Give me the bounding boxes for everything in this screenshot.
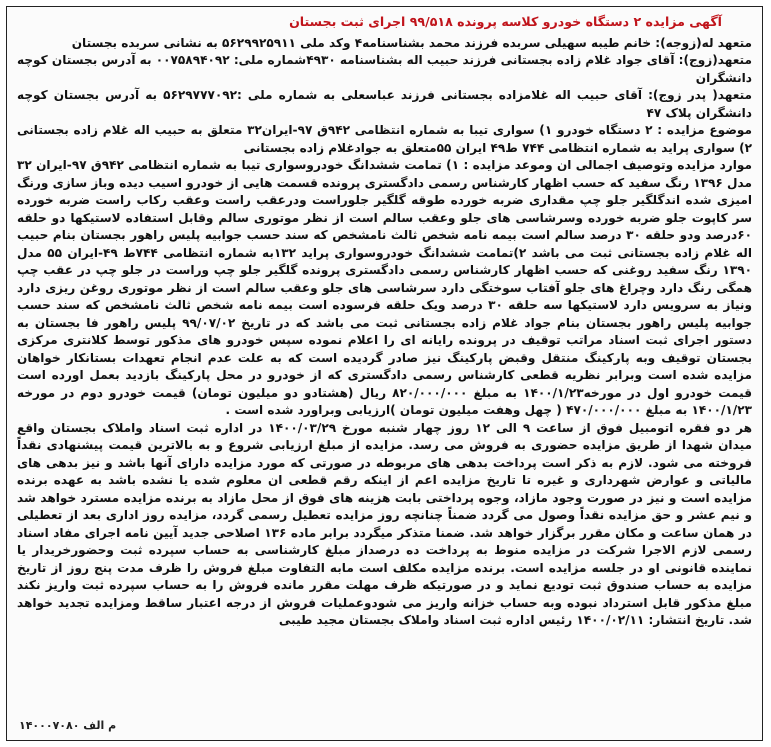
- paragraph-debtor: متعهد(زوج): آقای جواد غلام زاده بجستانی فرزند حبیب اله بشناسنامه ۴۹۳۰شماره ملی: ۰۰۷۵۸۹۴۰۹۲ به آدرس بجستان کوچه دانشگران: [17, 53, 752, 85]
- paragraph-description: موارد مزایده وتوصیف اجمالی ان وموعد مزایده : ۱) تمامت ششدانگ خودروسواری تیبا به شماره انتظامی ۹۴۲ق ۹۷-ایران ۳۲ مدل ۱۳۹۶ رنگ سفید که حسب اظهار کارشناس رسمی دادگستری پرونده قسمت هایی از خودرو اسیب دیده وباز سازی ورنگ امیزی شده اندگلگیر جلو چپ مقداری ضربه خورده طوقه گلگیر جلوراست ودرعقب راست وعقب رکاب راست ضربه خورده سر کاپوت جلو ضربه خورده وسرشاسی های جلو وعقب سالم است از نظر موتوری سالم وقابل استفاده لاستیکها دو حلقه ۶۰درصد ودو حلقه ۳۰ درصد سالم است بیمه نامه شخص ثالث نامشخص که سند حسب جوابیه پلیس راهور بجستان بنام حبیب اله غلام زاده بجستانی ثبت می باشد ۲)تمامت ششدانگ خودروسواری پراید ۱۳۲به شماره انتظامی ۷۴۴ط ۴۹-ایران ۵۵ مدل ۱۳۹۰ رنگ سفید روغنی که حسب اظهار کارشناس رسمی دادگستری پرونده گلگیر جلو چپ وراست در جلو چپ در عقب چپ همگی رنگ دارد وچراغ های جلو آفتاب سوختگی دارد سرشاسی های جلو وعقب سالم است از نظر موتوری روغن ریزی دارد ونیاز به سرویس دارد لاستیکها سه حلقه ۳۰ درصد ویک حلقه فرسوده است بیمه نامه شخص ثالث نامشخص که سند حسب جوابیه پلیس راهور بجستان بنام جواد غلام زاده بجستانی ثبت می باشد که در تاریخ ۹۹/۰۷/۰۲ پلیس راهور فا بجستان به دستور اجرای ثبت اسناد مراتب توقیف در پرونده رایانه ای را اعلام نموده سپس خودرو های مذکور توسط کلانتری مرکزی بجستان توقیف وبه پارکینگ منتقل وقبض پارکینگ نیز صادر گردیده است که به علت عدم انجام تعهدات بستانکار خواهان مزایده شده است وبرابر نظریه قطعی کارشناس رسمی دادگستری که از خودرو در محل پارکینگ بازدید بعمل اورده است قیمت خودرو اول در مورخه۱۴۰۰/۱/۲۳ به مبلغ ۸۲۰/۰۰۰/۰۰۰ ریال (هشتادو دو میلیون تومان) قیمت خودرو دوم در مورخه ۱۴۰۰/۱/۲۳ به مبلغ ۴۷۰/۰۰۰/۰۰۰ ( چهل وهفت میلیون تومان )ارزیابی وبراورد شده است .: [17, 158, 752, 417]
- paragraph-creditor: متعهد له(زوجه): خانم طیبه سهیلی سربده فرزند محمد بشناسنامه۴ وکد ملی ۵۶۲۹۹۲۵۹۱۱ به نشانی سربده بجستان: [71, 35, 752, 50]
- paragraph-debtor-father: متعهد( پدر زوج): آقای حبیب اله غلامزاده بجستانی فرزند عباسعلی به شماره ملی :۵۶۲۹۷۷۷۰۹۲ به آدرس بجستان کوچه دانشگران پلاک ۴۷: [17, 88, 752, 120]
- advertisement-body: [17, 13, 752, 734]
- advertisement-frame: [6, 6, 763, 741]
- page-title: آگهی مزایده ۲ دستگاه خودرو کلاسه پرونده ۹۹/۵۱۸ اجرای ثبت بجستان: [289, 14, 722, 29]
- paragraph-subject: موضوع مزایده : ۲ دستگاه خودرو ۱) سواری تیبا به شماره انتظامی ۹۴۲ق ۹۷-ایران۳۲ متعلق به حبیب اله غلام زاده بجستانی ۲) سواری پراید به شماره انتظامی ۷۴۴ ط۴۹ ایران ۵۵متعلق به جوادغلام زاده بجستانی: [17, 123, 752, 155]
- paragraph-terms: هر دو فقره اتومبیل فوق از ساعت ۹ الی ۱۲ روز چهار شنبه مورخ ۱۴۰۰/۰۳/۲۹ در اداره ثبت اسناد واملاک بجستان واقع میدان شهدا از طریق مزایده حضوری به فروش می رسد. مزایده از مبلغ ارزیابی شروع و به بالاترین قیمت پیشنهادی نقداً فروخته می شود. لازم به ذکر است پرداخت بدهی های مربوطه در صورتی که مورد مزایده دارای آنها باشد و نیز بدهی های مالیاتی و عوارض شهرداری و غیره تا تاریخ مزایده اعم از اینکه رقم قطعی ان معلوم شده یا نشده باشد به عهده برنده مزایده است و نیز در صورت وجود مازاد، وجوه پرداختی بابت هزینه های فوق از محل مازاد به برنده مزایده مسترد خواهد شد و نیم عشر و حق مزایده نقداً وصول می گردد ضمناً چنانچه روز مزایده تعطیل رسمی گردد، مزایده روز اداری بعد از تعطیلی در همان ساعت و مکان مقرر برگزار خواهد شد. ضمنا متذکر میگردد برابر ماده ۱۳۶ اصلاحی جدید آیین نامه اجرای مفاد اسناد رسمی لازم الاجرا شرکت در مزایده منوط به پرداخت ده درصداز مبلغ کارشناسی به حساب سپرده ثبت وحضورخریدار یا نماینده قانونی او در جلسه مزایده است. برنده مزایده مکلف است مابه التفاوت مبلغ فروش را ظرف مدت پنج روز از تاریخ مزایده به حساب صندوق ثبت تودیع نماید و در صورتیکه ظرف مهلت مقرر مانده فروش را به حساب سپرده ثبت واریز نکند مبلغ مذکور قابل استرداد نبوده وبه حساب خزانه واریز می شودوعملیات فروش از درجه اعتبار ساقط ومزایده تجدید خواهد شد. تاریخ انتشار: ۱۴۰۰/۰۲/۱۱ رئیس اداره ثبت اسناد واملاک بجستان مجید طیبی: [17, 420, 752, 627]
- footer-code: م الف ۱۴۰۰۰۷۰۸۰: [19, 719, 117, 732]
